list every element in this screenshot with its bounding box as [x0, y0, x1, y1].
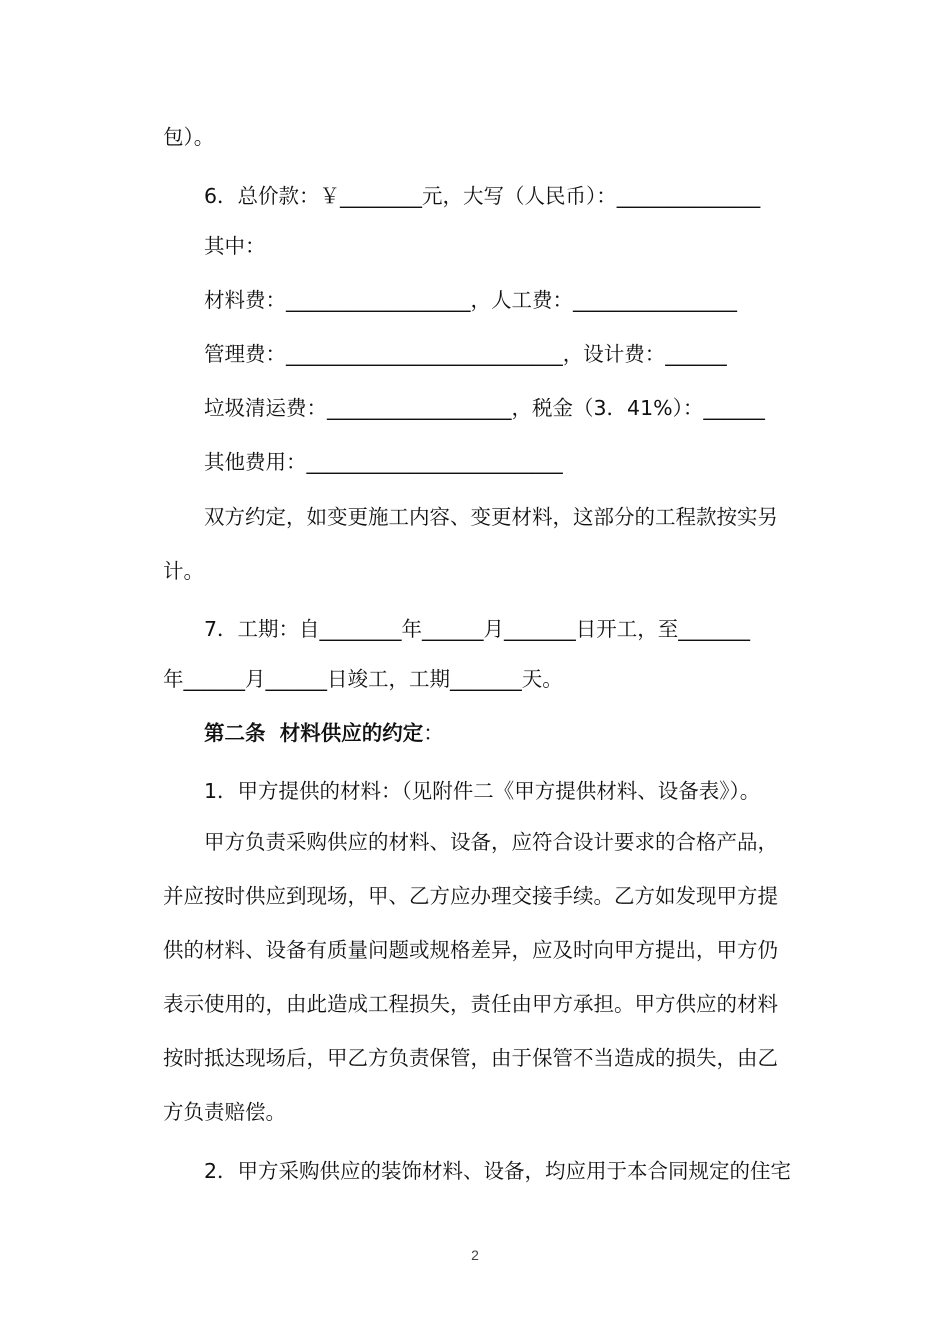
- text-line: 甲方负责采购供应的材料、设备，应符合设计要求的合格产品，: [204, 830, 778, 854]
- text-line: 6．总价款：￥________元，大写（人民币）：______________: [204, 184, 761, 208]
- text-line: 方负责赔偿。: [163, 1100, 286, 1124]
- text-line: 垃圾清运费：__________________，税金（3．41%）：______: [204, 396, 765, 420]
- section-heading-colon: ：: [423, 721, 444, 745]
- text-line: 计。: [163, 559, 204, 583]
- text-line: 双方约定，如变更施工内容、变更材料，这部分的工程款按实另: [204, 505, 778, 529]
- text-line: 按时抵达现场后，甲乙方负责保管，由于保管不当造成的损失，由乙: [163, 1046, 778, 1070]
- text-line: 7．工期：自________年______月_______日开工，至_______: [204, 617, 751, 641]
- text-line: 年______月______日竣工，工期_______天。: [163, 667, 563, 691]
- section-heading: 第二条 材料供应的约定: [204, 721, 424, 745]
- text-line: 1．甲方提供的材料：（见附件二《甲方提供材料、设备表》）。: [204, 779, 761, 803]
- text-line: 表示使用的，由此造成工程损失，责任由甲方承担。甲方供应的材料: [163, 992, 778, 1016]
- text-line: 并应按时供应到现场，甲、乙方应办理交接手续。乙方如发现甲方提: [163, 884, 778, 908]
- text-line: 包）。: [163, 125, 215, 149]
- text-line: 管理费：___________________________，设计费：______: [204, 342, 727, 366]
- section-heading-line: [0, 718, 950, 748]
- text-line: 材料费：__________________，人工费：________________: [204, 288, 737, 312]
- text-line: 其中：: [204, 234, 266, 258]
- page-number: 2: [471, 1247, 479, 1263]
- text-line: 2．甲方采购供应的装饰材料、设备，均应用于本合同规定的住宅: [204, 1159, 792, 1183]
- text-line: 供的材料、设备有质量问题或规格差异，应及时向甲方提出，甲方仍: [163, 938, 778, 962]
- text-line: 其他费用：_________________________: [204, 450, 563, 474]
